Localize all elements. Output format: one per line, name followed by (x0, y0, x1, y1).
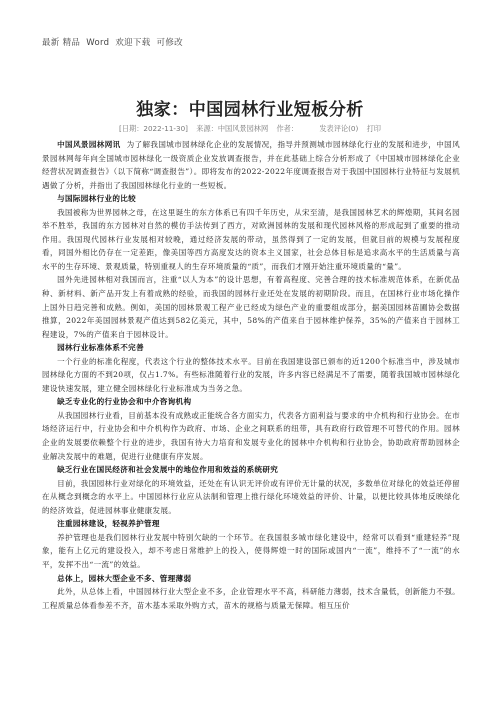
nav-item-latest[interactable]: 最新 (42, 38, 60, 48)
lead-text: 为了解我国城市园林绿化企业的发展情况，指导并预测城市园林绿化行业的发展和进步，中国风景园林网每年向全国城市园林绿化一级资质企业发放调查报告，并在此基础上综合分析形成了《中国城市园林绿化企业经营状况调查报告》（以下简称“调查报告”）。即将发布的2022-2022年度调查报告对于我国中国园林行业特征与发展机遇做了分析，并指出了我国园林绿化行业的一些短板。 (42, 140, 460, 190)
body-paragraph: 此外，从总体上看，中国园林行业大型企业不多，企业管理水平不高，科研能力薄弱，技术含量低，创新能力不强。工程质量总体看参差不齐，苗木基本采取外购方式，苗木的规格与质量无保障。相互压价 (42, 587, 460, 610)
section-heading: 与国际园林行业的比较 (57, 194, 137, 204)
nav-item-word[interactable]: Word (86, 38, 110, 48)
article-title: 独家：中国园林行业短板分析 (136, 100, 364, 120)
article-meta (0, 124, 500, 134)
article-date: [日期：2022-11-30] (119, 124, 188, 133)
nav-item-download[interactable]: 欢迎下载 (115, 38, 151, 48)
comment-link[interactable]: 发表评论(0) (319, 124, 359, 133)
print-link[interactable]: 打印 (366, 124, 381, 133)
body-paragraph: 一个行业的标准化程度，代表这个行业的整体技术水平。目前在我国建设部已颁布的近1200个标准当中，涉及城市园林绿化方面的不到20项，仅占1.7%。有些标准随着行业的发展，许多内容已经满足不了需要，随着我国城市园林绿化建设快速发展，建立健全园林绿化行业标准成为当务之急。 (42, 356, 460, 393)
nav-item-editable[interactable]: 可修改 (156, 38, 183, 48)
section-heading: 缺乏行业在国民经济和社会发展中的地位作用和效益的系统研究 (57, 465, 279, 475)
body-paragraph: 养护管理也是我们园林行业发展中特别欠缺的一个环节。在我国很多城市绿化建设中，经常可以看到“重建轻养”现象，能有上亿元的建设投入，却不考虑日常维护上的投入，使得辉煌一时的国际或国内“一流”，维持不了“一流”的水平，发挥不出“一流”的效益。 (42, 532, 460, 569)
section-heading: 注重园林建设，轻视养护管理 (57, 519, 160, 529)
section-heading: 总体上，园林大型企业不多、管理薄弱 (57, 573, 192, 583)
top-navigation (42, 36, 183, 48)
article-author: 作者： (276, 124, 299, 133)
article-sections (42, 192, 460, 612)
body-paragraph: 从我国园林行业看，目前基本没有成熟或正能统合各方面实力，代表各方面利益与要求的中介机构和行业协会。在市场经济运行中，行业协会和中介机构作为政府、市场、企业之间联系的纽带，具有政府行政管理不可替代的作用。园林企业的发展要依赖整个行业的进步，我国有待大力培育和发展专业化的园林中介机构和行业协会，协助政府帮助园林企业解决发展中的难题，促进行业健康有序发展。 (42, 410, 460, 461)
article-body (42, 138, 460, 612)
body-paragraph: 目前，我国园林行业对绿化的环境效益，还处在有认识无评价或有评价无计量的状况，多数单位对绿化的效益还停留在从概念到概念的水平上。中国园林行业应从法制和管理上推行绿化环境效益的评价、计量，以便比较具体地反映绿化的经济效益，促进园林事业健康发展。 (42, 478, 460, 515)
lead-paragraph (42, 138, 460, 192)
nav-item-featured[interactable]: 精品 (62, 38, 81, 48)
body-paragraph: 我国被称为世界园林之母，在这里诞生的东方体系已有四千年历史，从宋至清，是我国园林艺术的辉煌期，其间名园举不胜举，我国的东方园林对自然的模仿手法传到了西方，对欧洲园林的发展和现代园林风格的形成起到了重要的推动作用。我国现代园林行业发展相对较晚，通过经济发展的带动，虽然得到了一定的发展，但就目前的规模与发展程度看，同国外相比仍存在一定差距，像美国等西方高度发达的资本主义国家，社会总体目标是追求高水平的生活质量与高水平的生存环境、景观质量，特别重视人的生存环境质量的“质”，而我们才刚开始注重环境质量的“量”。 (42, 207, 460, 271)
section-heading: 园林行业标准体系不完善 (57, 343, 144, 353)
article-source: 来源：中国风景园林网 (196, 124, 269, 133)
lead-source: 中国风景园林网讯 (57, 140, 121, 149)
body-paragraph: 国外先进园林相对我国而言，注重“以人为本”的设计思想，有着高程度、完善合理的技术标准规范体系，在新优品种、新材料、新产品开发上有着成熟的经验，而我国的园林行业还处在发展的初期阶段。而且，在国林行业市场化操作上国外日趋完善和成熟。例如，美国的园林景观工程产业已经成为绿色产业的重要组成部分，据美国园林苗圃协会数据推算，2022年美国园林景观产值达到582亿美元，其中，58%的产值来自于园林维护保养，35%的产值来自于园林工程建设，7%的产值来自于园林设计。 (42, 275, 460, 339)
section-heading: 缺乏专业化的行业协会和中介咨询机构 (57, 397, 192, 407)
